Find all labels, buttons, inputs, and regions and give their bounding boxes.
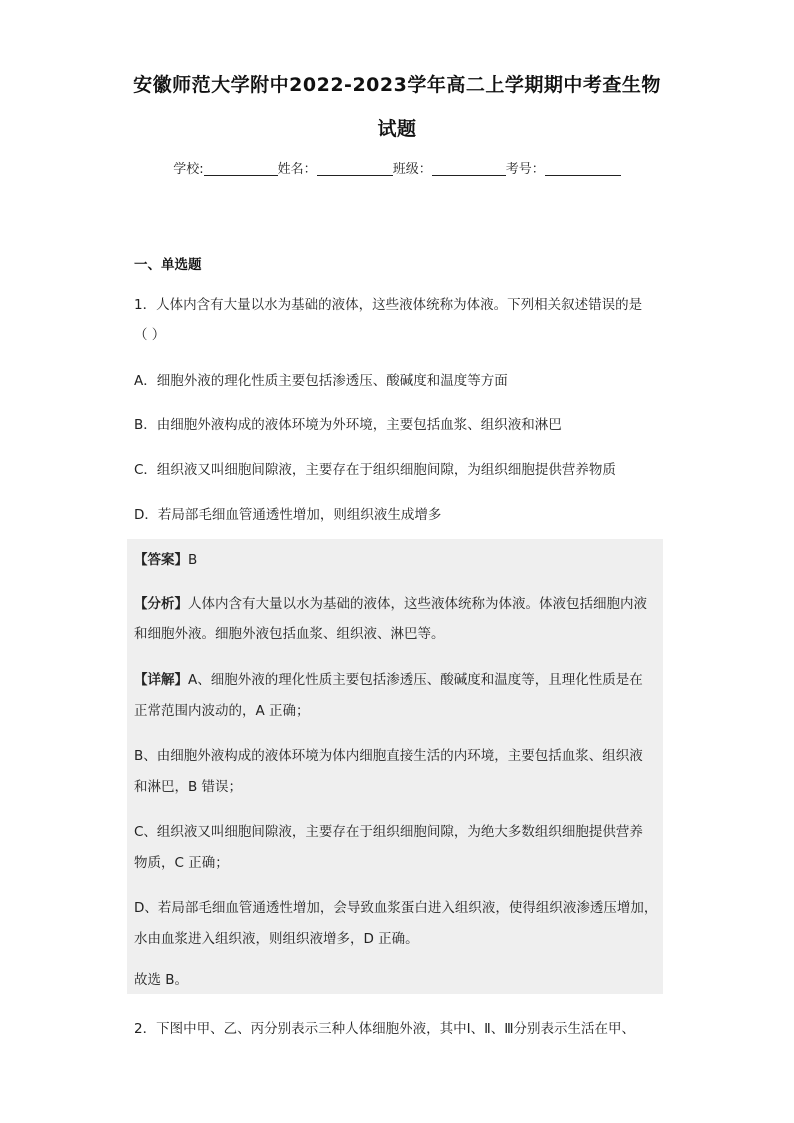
q2-stem-line1: 2．下图中甲、乙、丙分别表示三种人体细胞外液，其中Ⅰ、Ⅱ、Ⅲ分别表示生活在甲、 [134, 1021, 636, 1037]
exam-no-label: 考号： [505, 162, 545, 177]
class-label: 班级： [392, 162, 432, 177]
doc-title-line2: 试题 [377, 118, 417, 140]
analysis-text1: 人体内含有大量以水为基础的液体，这些液体统称为体液。体液包括细胞内液 [188, 596, 647, 612]
q1-conclusion: 故选 B。 [134, 972, 189, 988]
q1-option-d: D．若局部毛细血管通透性增加，则组织液生成增多 [134, 507, 442, 523]
q1-answer [134, 548, 197, 568]
school-label: 学校: [173, 162, 204, 177]
q1-detail-d-line1: D、若局部毛细血管通透性增加，会导致血浆蛋白进入组织液，使得组织液渗透压增加， [134, 900, 658, 916]
detail-label: 【详解】 [134, 672, 188, 688]
name-label: 姓名： [277, 162, 317, 177]
name-blank [317, 161, 393, 176]
q1-detail-b-line1: B、由细胞外液构成的液体环境为体内细胞直接生活的内环境，主要包括血浆、组织液 [134, 748, 643, 764]
answer-label: 【答案】 [134, 552, 188, 568]
q1-detail-c-line1: C、组织液又叫细胞间隙液，主要存在于组织细胞间隙，为绝大多数组织细胞提供营养 [134, 824, 643, 840]
detail-a-text1: A、细胞外液的理化性质主要包括渗透压、酸碱度和温度等，且理化性质是在 [188, 672, 643, 688]
q1-detail-b-line2: 和淋巴，B 错误； [134, 779, 243, 795]
student-info-line [0, 158, 794, 177]
doc-title-line1: 安徽师范大学附中2022-2023学年高二上学期期中考查生物 [133, 74, 661, 96]
q1-option-b: B．由细胞外液构成的液体环境为外环境，主要包括血浆、组织液和淋巴 [134, 417, 562, 433]
section-heading: 一、单选题 [134, 257, 202, 273]
q1-analysis-line2: 和细胞外液。细胞外液包括血浆、组织液、淋巴等。 [134, 626, 445, 642]
q1-detail-a-line2: 正常范围内波动的，A 正确； [134, 703, 310, 719]
analysis-label: 【分析】 [134, 596, 188, 612]
q1-detail-d-line2: 水由血浆进入组织液，则组织液增多，D 正确。 [134, 931, 419, 947]
q1-analysis-line1 [134, 592, 647, 612]
q1-detail-c-line2: 物质，C 正确； [134, 855, 229, 871]
q1-stem-line1: 1．人体内含有大量以水为基础的液体，这些液体统称为体液。下列相关叙述错误的是 [134, 297, 643, 313]
school-blank [204, 161, 278, 176]
q1-option-c: C．组织液又叫细胞间隙液，主要存在于组织细胞间隙，为组织细胞提供营养物质 [134, 462, 616, 478]
q1-detail-a-line1 [134, 668, 643, 688]
class-blank [432, 161, 506, 176]
q1-stem-line2: （ ） [134, 327, 166, 343]
exam-no-blank [545, 161, 621, 176]
answer-value: B [188, 552, 198, 568]
q1-option-a: A．细胞外液的理化性质主要包括渗透压、酸碱度和温度等方面 [134, 373, 508, 389]
